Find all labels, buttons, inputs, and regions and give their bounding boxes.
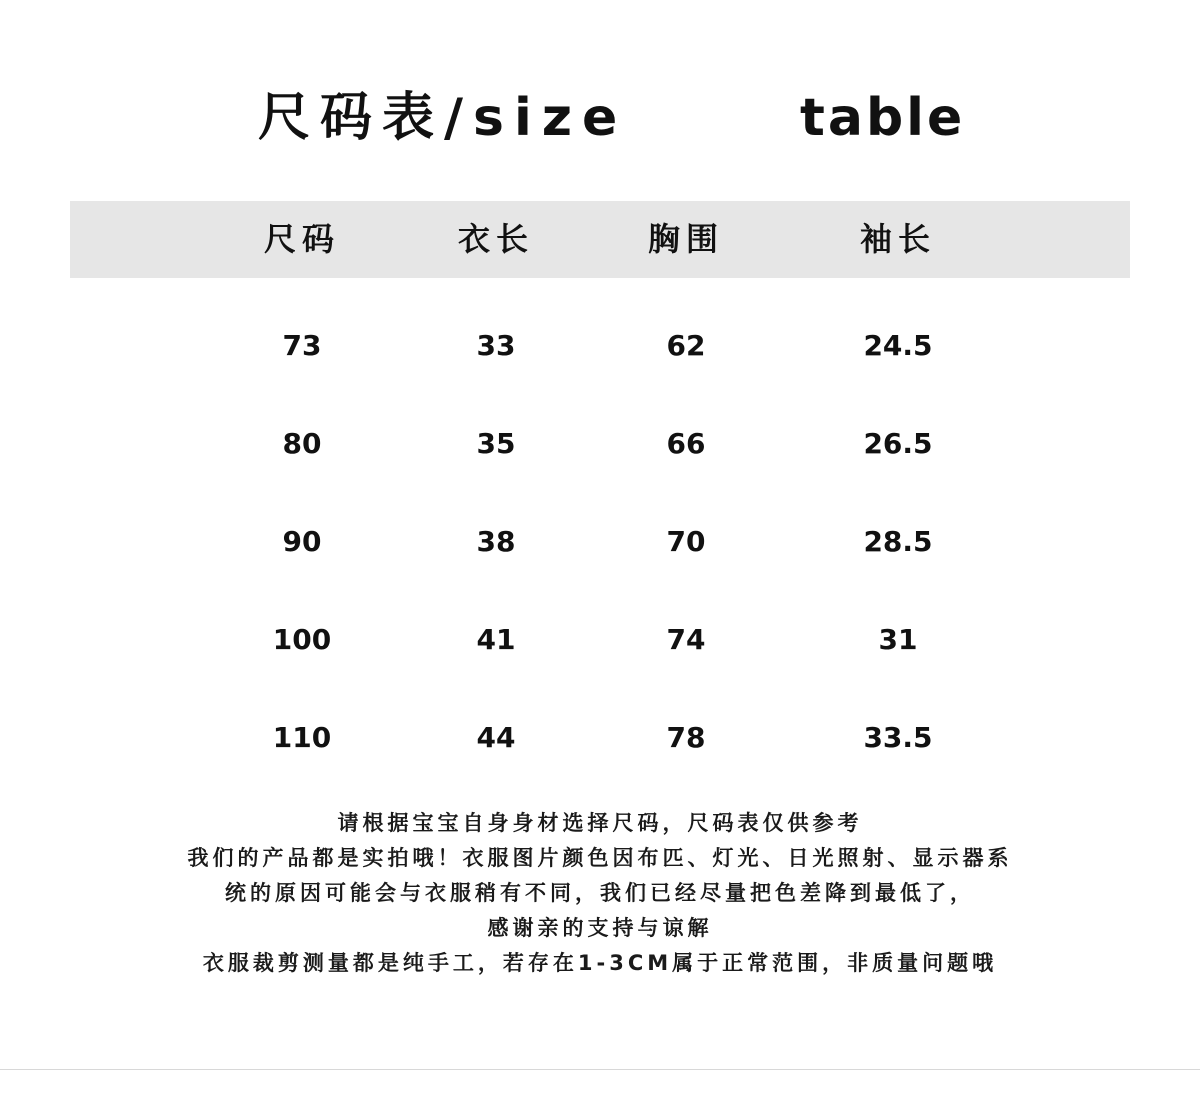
cell-sleeve: 24.5 [863,329,933,362]
cell-length: 33 [476,329,516,362]
cell-length: 38 [476,525,516,558]
size-table-body [0,300,1200,790]
header-size: 尺码 [263,220,340,258]
table-header-row [70,201,1130,278]
cell-sleeve: 33.5 [863,721,933,754]
cell-length: 41 [476,623,516,656]
cell-size: 110 [272,721,332,754]
cell-chest: 74 [666,623,706,656]
table-row [0,300,1200,398]
cell-chest: 62 [666,329,706,362]
header-chest: 胸围 [647,220,724,258]
size-notes [60,806,1140,981]
size-table-title [0,78,1200,158]
cell-sleeve: 31 [878,623,918,656]
cell-chest: 70 [666,525,706,558]
note-line: 感谢亲的支持与谅解 [487,916,713,940]
title-suffix: table [800,88,966,148]
cell-chest: 78 [666,721,706,754]
table-row [0,496,1200,594]
table-row [0,594,1200,692]
note-line: 请根据宝宝自身身材选择尺码，尺码表仅供参考 [337,811,863,835]
footer-divider [0,1069,1200,1070]
note-line: 我们的产品都是实拍哦！衣服图片颜色因布匹、灯光、日光照射、显示器系 [187,846,1013,870]
cell-size: 90 [282,525,322,558]
cell-sleeve: 28.5 [863,525,933,558]
cell-length: 35 [476,427,516,460]
table-row [0,692,1200,790]
cell-length: 44 [476,721,516,754]
cell-sleeve: 26.5 [863,427,933,460]
table-row [0,398,1200,496]
header-sleeve: 袖长 [859,220,936,258]
cell-size: 73 [282,329,322,362]
cell-size: 100 [272,623,332,656]
note-line: 衣服裁剪测量都是纯手工，若存在1-3CM属于正常范围，非质量问题哦 [202,951,998,975]
note-line: 统的原因可能会与衣服稍有不同，我们已经尽量把色差降到最低了， [225,881,975,905]
header-length: 衣长 [457,220,534,258]
cell-size: 80 [282,427,322,460]
title-main: 尺码表/size [258,88,628,148]
cell-chest: 66 [666,427,706,460]
